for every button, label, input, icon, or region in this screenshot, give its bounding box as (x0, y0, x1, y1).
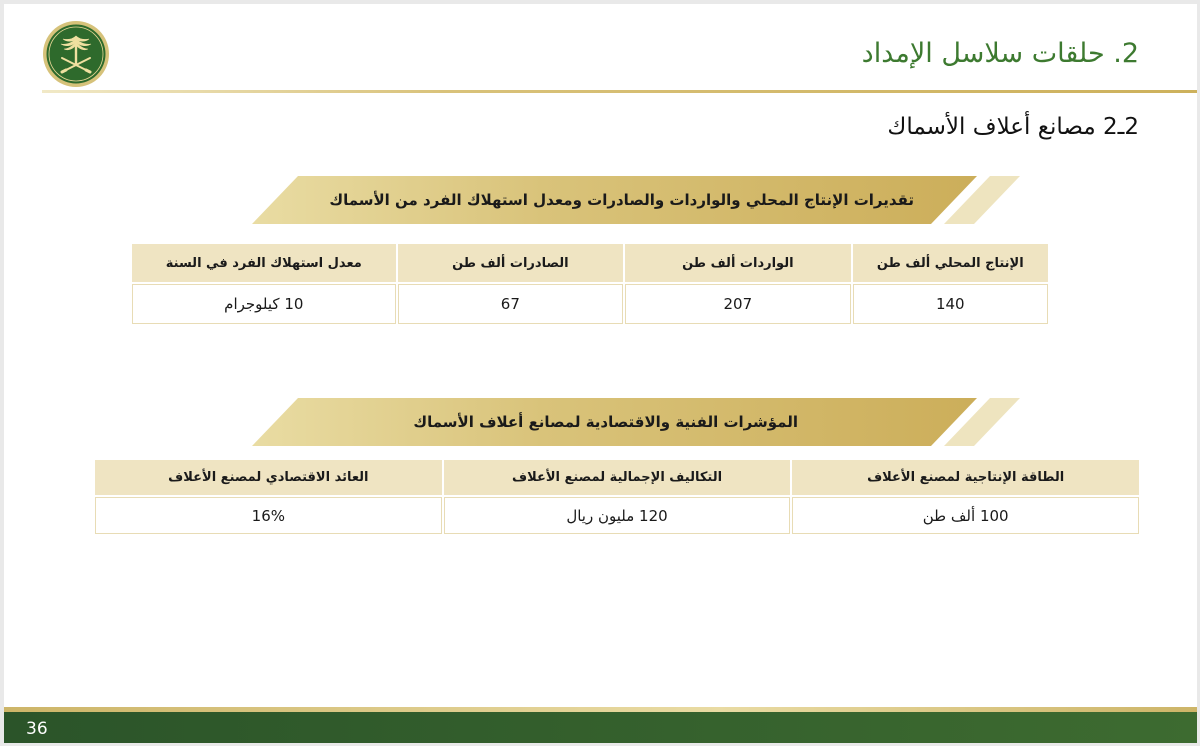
table-row (95, 497, 1139, 534)
table-header-row (95, 460, 1139, 495)
value-total-costs: 120 مليون ريال (444, 497, 791, 534)
table-1-banner (252, 176, 1022, 224)
slide (4, 4, 1197, 743)
table-1-banner-title: تقديرات الإنتاج المحلي والواردات والصادرات ومعدل استهلاك الفرد من الأسماك (329, 191, 914, 209)
header-per-capita-consumption: معدل استهلاك الفرد في السنة (132, 244, 396, 282)
header-imports: الواردات ألف طن (625, 244, 850, 282)
table-row (132, 284, 1048, 324)
supply-estimates-table (130, 242, 1050, 326)
section-heading: 2ـ2 مصانع أعلاف الأسماك (887, 114, 1139, 140)
feed-factory-indicators-table (93, 458, 1141, 536)
header-local-production: الإنتاج المحلي ألف طن (853, 244, 1048, 282)
table-2-banner-title: المؤشرات الفنية والاقتصادية لمصانع أعلاف الأسماك (413, 413, 798, 431)
footer-bar (4, 712, 1197, 743)
value-per-capita-consumption: 10 كيلوجرام (132, 284, 396, 324)
page-number: 36 (26, 719, 48, 739)
value-imports: 207 (625, 284, 850, 324)
value-production-capacity: 100 ألف طن (792, 497, 1139, 534)
value-local-production: 140 (853, 284, 1048, 324)
palm-swords-logo-icon (42, 20, 110, 88)
header-production-capacity: الطاقة الإنتاجية لمصنع الأعلاف (792, 460, 1139, 495)
table-header-row (132, 244, 1048, 282)
header-exports: الصادرات ألف طن (398, 244, 623, 282)
value-economic-return: 16% (95, 497, 442, 534)
title-divider (42, 90, 1197, 93)
header-economic-return: العائد الاقتصادي لمصنع الأعلاف (95, 460, 442, 495)
page-title: 2. حلقات سلاسل الإمداد (861, 38, 1139, 69)
header-total-costs: التكاليف الإجمالية لمصنع الأعلاف (444, 460, 791, 495)
value-exports: 67 (398, 284, 623, 324)
table-2-banner (252, 398, 1022, 446)
